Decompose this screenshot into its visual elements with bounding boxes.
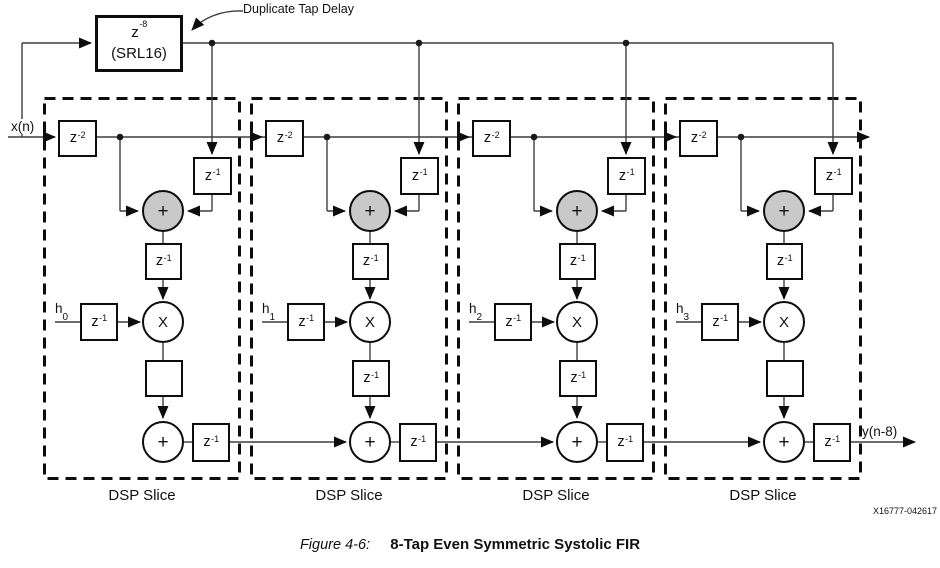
dsp-slice-label: DSP Slice — [315, 487, 383, 504]
adder: + — [556, 421, 598, 463]
coefficient-delay-block: z $^{-1}$ — [701, 303, 739, 341]
srl16-z-label: $z^{-8}$ — [131, 19, 148, 42]
output-delay-block: z $^{-1}$ — [813, 423, 851, 462]
input-delay-block: z $^{-2}$ — [679, 120, 718, 157]
srl16-delay-block — [95, 15, 183, 72]
tap-delay-block: z $^{-1}$ — [607, 157, 646, 195]
tap-delay-block: z $^{-1}$ — [193, 157, 232, 195]
input-delay-block: z $^{-2}$ — [265, 120, 304, 157]
coefficient-label: $h_0$ — [55, 301, 69, 323]
product-register-block — [766, 360, 804, 397]
figure-reference-number: X16777-042617 — [872, 506, 937, 516]
dsp-slice-label: DSP Slice — [108, 487, 176, 504]
preadder-delay-block: z $^{-1}$ — [352, 243, 389, 280]
srl16-name: (SRL16) — [111, 44, 167, 62]
multiplier: X — [349, 301, 391, 343]
output-signal-label: y(n-8) — [862, 424, 898, 439]
product-register-block — [145, 360, 183, 397]
figure-caption-title: 8-Tap Even Symmetric Systolic FIR — [390, 536, 641, 553]
product-register-block: z $^{-1}$ — [559, 360, 597, 397]
pre-adder: + — [142, 190, 184, 232]
figure-caption — [0, 536, 940, 553]
dsp-slice-label: DSP Slice — [729, 487, 797, 504]
dsp-slice-4 — [664, 97, 862, 504]
coefficient-label: $h_2$ — [469, 301, 483, 323]
multiplier: X — [763, 301, 805, 343]
output-delay-block: z $^{-1}$ — [399, 423, 437, 462]
output-delay-block: z $^{-1}$ — [192, 423, 230, 462]
multiplier: X — [556, 301, 598, 343]
coefficient-label: $h_3$ — [676, 301, 690, 323]
coefficient-delay-block: z $^{-1}$ — [80, 303, 118, 341]
adder: + — [763, 421, 805, 463]
coefficient-delay-block: z $^{-1}$ — [494, 303, 532, 341]
dsp-slice-label: DSP Slice — [522, 487, 590, 504]
adder: + — [349, 421, 391, 463]
figure-caption-number: Figure 4-6: — [299, 537, 371, 553]
preadder-delay-block: z $^{-1}$ — [559, 243, 596, 280]
duplicate-tap-delay-label: Duplicate Tap Delay — [243, 2, 354, 16]
pre-adder: + — [763, 190, 805, 232]
tap-delay-block: z $^{-1}$ — [814, 157, 853, 195]
coefficient-label: $h_1$ — [262, 301, 276, 323]
pre-adder: + — [556, 190, 598, 232]
input-signal-label: x(n) — [8, 119, 37, 134]
tap-delay-block: z $^{-1}$ — [400, 157, 439, 195]
dsp-slice-3 — [457, 97, 655, 504]
output-delay-block: z $^{-1}$ — [606, 423, 644, 462]
product-register-block: z $^{-1}$ — [352, 360, 390, 397]
pre-adder: + — [349, 190, 391, 232]
adder: + — [142, 421, 184, 463]
input-delay-block: z $^{-2}$ — [58, 120, 97, 157]
dsp-slice-2 — [250, 97, 448, 504]
coefficient-delay-block: z $^{-1}$ — [287, 303, 325, 341]
dsp-slice-1 — [43, 97, 241, 504]
preadder-delay-block: z $^{-1}$ — [145, 243, 182, 280]
input-delay-block: z $^{-2}$ — [472, 120, 511, 157]
multiplier: X — [142, 301, 184, 343]
preadder-delay-block: z $^{-1}$ — [766, 243, 803, 280]
